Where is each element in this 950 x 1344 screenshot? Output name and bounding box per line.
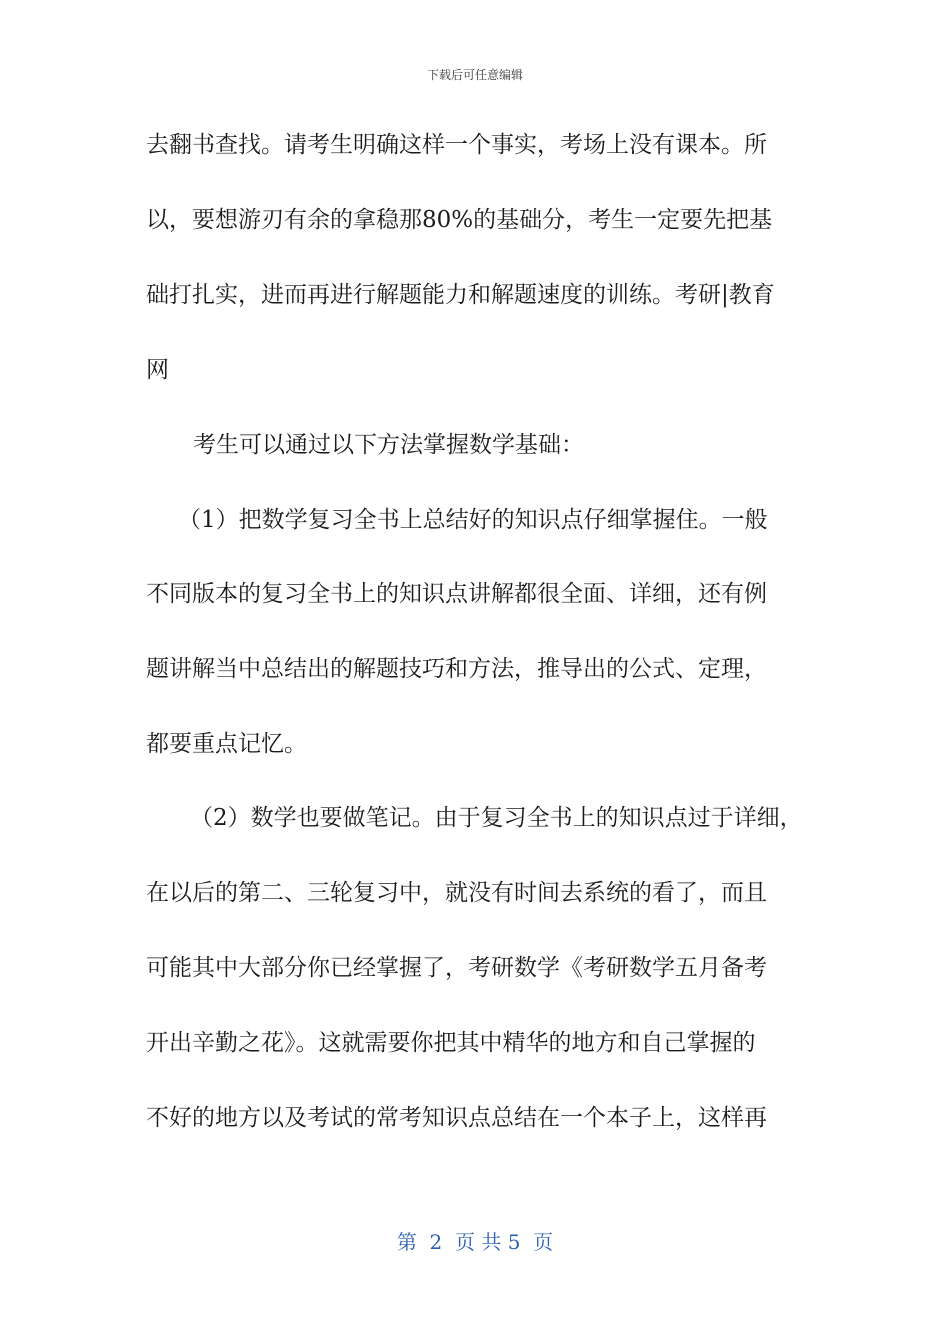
body-line-4: 网 bbox=[146, 357, 169, 383]
body-line-3: 础打扎实，进而再进行解题能力和解题速度的训练。考研|教育 bbox=[146, 282, 775, 308]
body-line-9: 都要重点记忆。 bbox=[146, 731, 307, 757]
body-line-2: 以，要想游刃有余的拿稳那80%的基础分，考生一定要先把基 bbox=[146, 207, 773, 233]
body-line-11: 在以后的第二、三轮复习中，就没有时间去系统的看了，而且 bbox=[146, 880, 767, 906]
body-line-1: 去翻书查找。请考生明确这样一个事实，考场上没有课本。所 bbox=[146, 132, 767, 158]
body-line-12: 可能其中大部分你已经掌握了，考研数学《考研数学五月备考 bbox=[146, 955, 767, 981]
body-line-8: 题讲解当中总结出的解题技巧和方法，推导出的公式、定理， bbox=[146, 656, 767, 682]
page-number-footer: 第 2 页 共 5 页 bbox=[396, 1230, 554, 1254]
body-line-14: 不好的地方以及考试的常考知识点总结在一个本子上，这样再 bbox=[146, 1105, 767, 1131]
body-line-13: 开出辛勤之花》。这就需要你把其中精华的地方和自己掌握的 bbox=[146, 1030, 756, 1056]
body-line-7: 不同版本的复习全书上的知识点讲解都很全面、详细，还有例 bbox=[146, 581, 767, 607]
body-line-6: （1）把数学复习全书上总结好的知识点仔细掌握住。一般 bbox=[178, 507, 768, 533]
body-line-10: （2）数学也要做笔记。由于复习全书上的知识点过于详细， bbox=[190, 805, 803, 831]
body-line-5: 考生可以通过以下方法掌握数学基础： bbox=[193, 432, 584, 458]
page-header-note: 下载后可任意编辑 bbox=[426, 68, 523, 82]
